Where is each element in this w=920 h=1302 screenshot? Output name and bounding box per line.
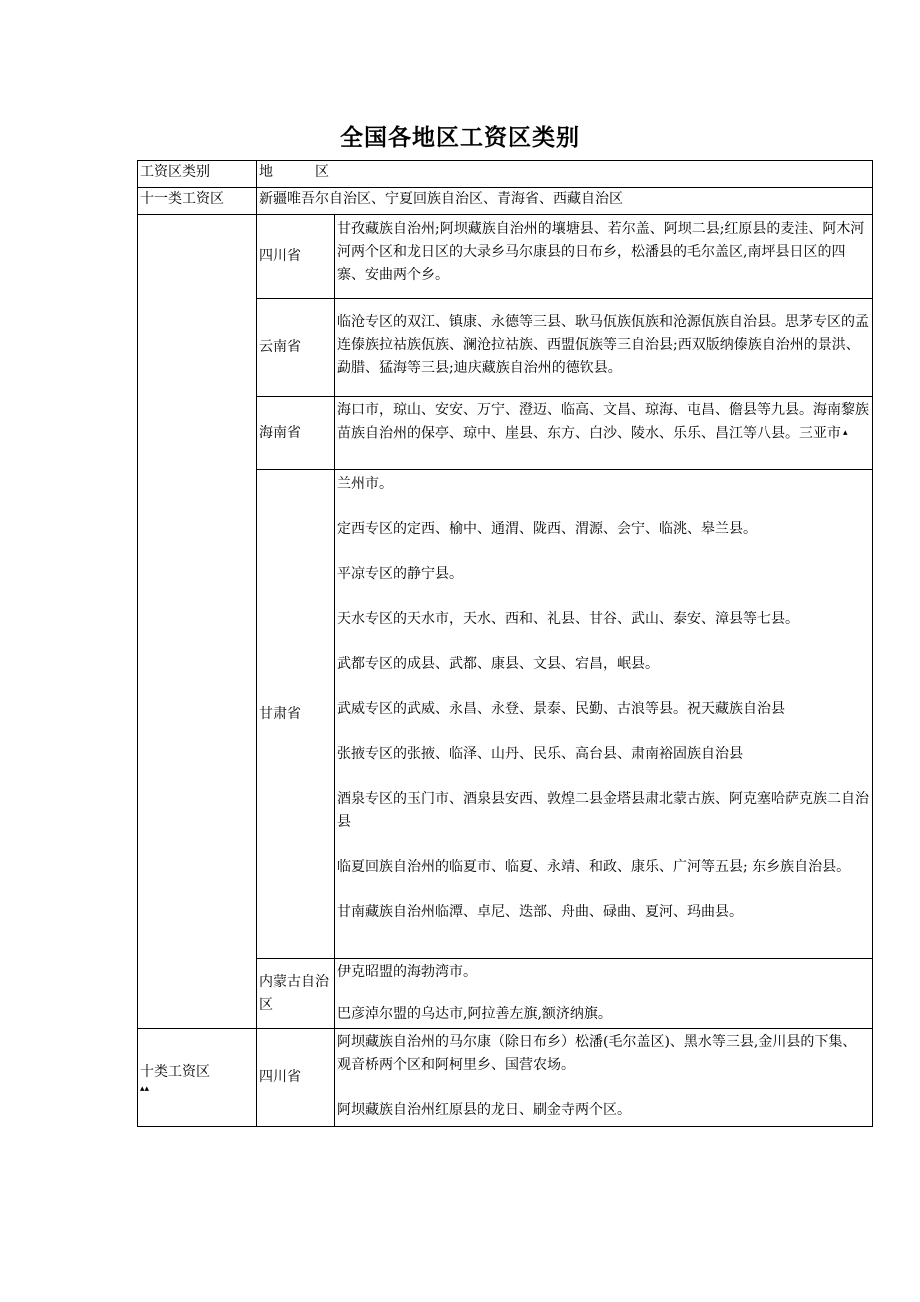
region-text xyxy=(335,1029,873,1127)
province-label: 四川省 xyxy=(257,215,335,299)
page-title: 全国各地区工资区类别 xyxy=(340,125,580,151)
region-line: 武威专区的武威、永昌、永登、景泰、民勤、古浪等县。祝天藏族自治县 xyxy=(337,701,785,717)
region-text xyxy=(335,215,873,299)
header-row xyxy=(138,161,873,188)
region-line: 天水专区的天水市，天水、西和、礼县、甘谷、武山、泰安、漳县等七县。 xyxy=(337,611,799,627)
table-row xyxy=(138,215,873,299)
region-line: 阿坝藏族自治州红原县的龙日、刷金寺两个区。 xyxy=(337,1102,631,1118)
region-line: 兰州市。 xyxy=(337,476,393,492)
region-text xyxy=(335,397,873,470)
category-label: 十类工资区 ▴▴ xyxy=(138,1029,257,1127)
region-line: 巴彦淖尔盟的乌达市,阿拉善左旗,额济纳旗。 xyxy=(337,1006,612,1022)
region-text: 新疆唯吾尔自治区、宁夏回族自治区、青海省、西藏自治区 xyxy=(257,188,873,215)
category-blank-cell xyxy=(138,215,257,1029)
region-line: 武都专区的成县、武都、康县、文县、宕昌，岷县。 xyxy=(337,656,659,672)
region-text xyxy=(335,959,873,1029)
region-line: 临夏回族自治州的临夏市、临夏、永靖、和政、康乐、广河等五县; 东乡族自治县。 xyxy=(337,859,851,875)
region-line: 甘南藏族自治州临潭、卓尼、迭部、舟曲、碌曲、夏河、玛曲县。 xyxy=(337,904,743,920)
region-line: 张掖专区的张掖、临泽、山丹、民乐、高台县、肃南裕固族自治县 xyxy=(337,746,743,762)
table-row xyxy=(138,1029,873,1127)
category-label: 十一类工资区 xyxy=(138,188,257,215)
region-line: 伊克昭盟的海勃湾市。 xyxy=(337,964,477,980)
header-region: 地 区 xyxy=(257,161,873,188)
region-text xyxy=(335,470,873,959)
region-line: 酒泉专区的玉门市、酒泉县安西、敦煌二县金塔县肃北蒙古族、阿克塞哈萨克族二自治县 xyxy=(337,791,869,830)
province-label: 云南省 xyxy=(257,299,335,397)
region-line: 平凉专区的静宁县。 xyxy=(337,566,463,582)
wage-category-table xyxy=(137,160,873,1127)
region-line: 阿坝藏族自治州的马尔康（除日布乡）松潘(毛尔盖区)、黑水等三县,金川县的下集、观音桥两个区和阿柯里乡、国营农场。 xyxy=(337,1034,857,1073)
region-line: 海口市，琼山、安安、万宁、澄迈、临高、文昌、琼海、屯昌、儋县等九县。海南黎族苗族自治州的保亭、琼中、崖县、东方、白沙、陵水、乐乐、昌江等八县。三亚市 ▴ xyxy=(337,402,869,442)
region-line: 临沧专区的双江、镇康、永德等三县、耿马佤族佤族和沧源佤族自治县。思茅专区的孟连傣族拉祜族佤族、澜沧拉祜族、西盟佤族等三自治县;西双版纳傣族自治州的景洪、勐腊、猛海等三县;迪庆藏族自治州的德钦县。 xyxy=(337,314,869,376)
region-line: 定西专区的定西、榆中、通渭、陇西、渭源、会宁、临洮、皋兰县。 xyxy=(337,521,757,537)
region-text xyxy=(335,299,873,397)
province-label: 海南省 xyxy=(257,397,335,470)
province-label: 内蒙古自治区 xyxy=(257,959,335,1029)
province-label: 四川省 xyxy=(257,1029,335,1127)
header-category: 工资区类别 xyxy=(138,161,257,188)
triangle-mark-icon: ▴▴ xyxy=(140,1084,150,1094)
triangle-mark-icon: ▴ xyxy=(843,428,848,438)
table-row xyxy=(138,188,873,215)
province-label: 甘肃省 xyxy=(257,470,335,959)
region-line: 甘孜藏族自治州;阿坝藏族自治州的壤塘县、若尔盖、阿坝二县;红原县的麦洼、阿木河河两个区和龙日区的大录乡马尔康县的日布乡，松潘县的毛尔盖区,南坪县日区的四寨、安曲两个乡。 xyxy=(337,221,865,283)
